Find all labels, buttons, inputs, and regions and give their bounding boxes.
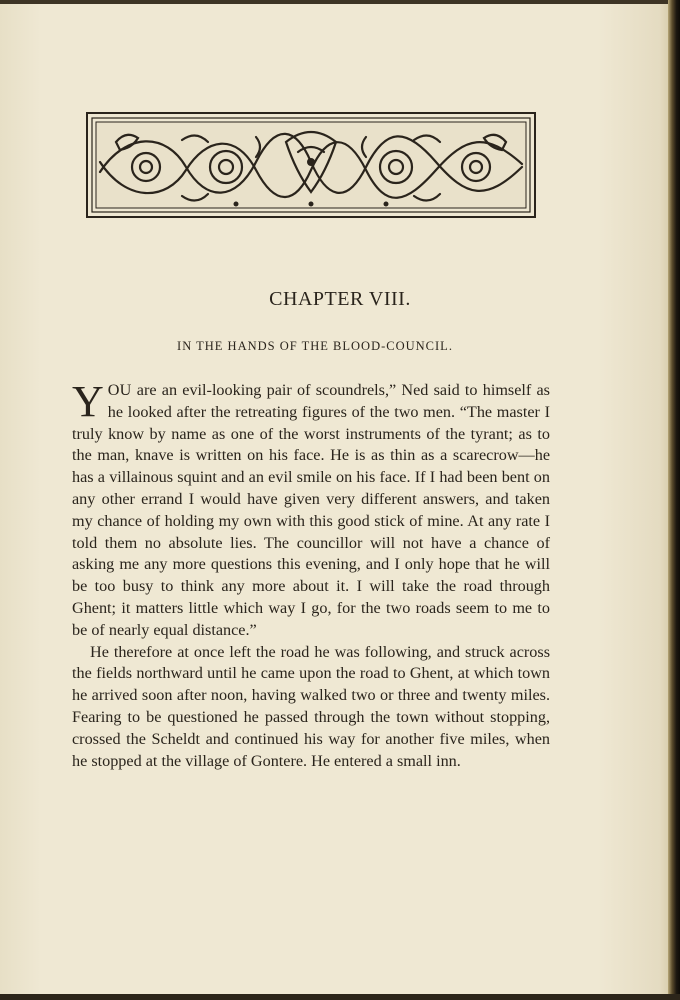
- paragraph-2: He therefore at once left the road he was following, and struck across the fields northward until he came upon the road to Ghent, at which town he arrived soon after noon, having walked two or three and twenty miles. Fearing to be questioned he passed through the town without stopping, crossed the Scheldt and continued his way for another five miles, when he stopped at the village of Gontere. He entered a small inn.: [72, 642, 550, 770]
- paragraph-1-text: are an evil-looking pair of scoundrels,” Ned said to himself as he looked after the retreating figures of the two men. “The master I truly know by name as one of the worst instruments of the tyrant; as to the man, knave is written on his face. He is as thin as a scarecrow—he has a villainous squint and an evil smile on his face. If I had been bent on any other errand I would have given very different answers, and taken my chance of holding my own with this good stick of mine. At any rate I told them no absolute lies. The councillor will not have a chance of asking me any more questions this evening, and I only hope that he will be too busy to think any more about it. I will take the road through Ghent; it matters little which way I go, for the two roads seem to me to be of nearly equal distance.”: [72, 381, 550, 639]
- chapter-title: CHAPTER VIII.: [269, 288, 411, 310]
- chapter-subtitle: IN THE HANDS OF THE BLOOD-COUNCIL.: [177, 339, 453, 353]
- drop-cap-letter: Y: [72, 377, 104, 426]
- chapter-body: [72, 377, 550, 772]
- decorative-headpiece-icon: [86, 112, 536, 220]
- page-bottom-edge: [0, 994, 680, 1000]
- page-top-edge: [0, 0, 680, 4]
- book-spine-edge: [668, 0, 680, 1000]
- paragraph-1: [72, 377, 550, 642]
- first-word-rest: OU: [107, 381, 132, 399]
